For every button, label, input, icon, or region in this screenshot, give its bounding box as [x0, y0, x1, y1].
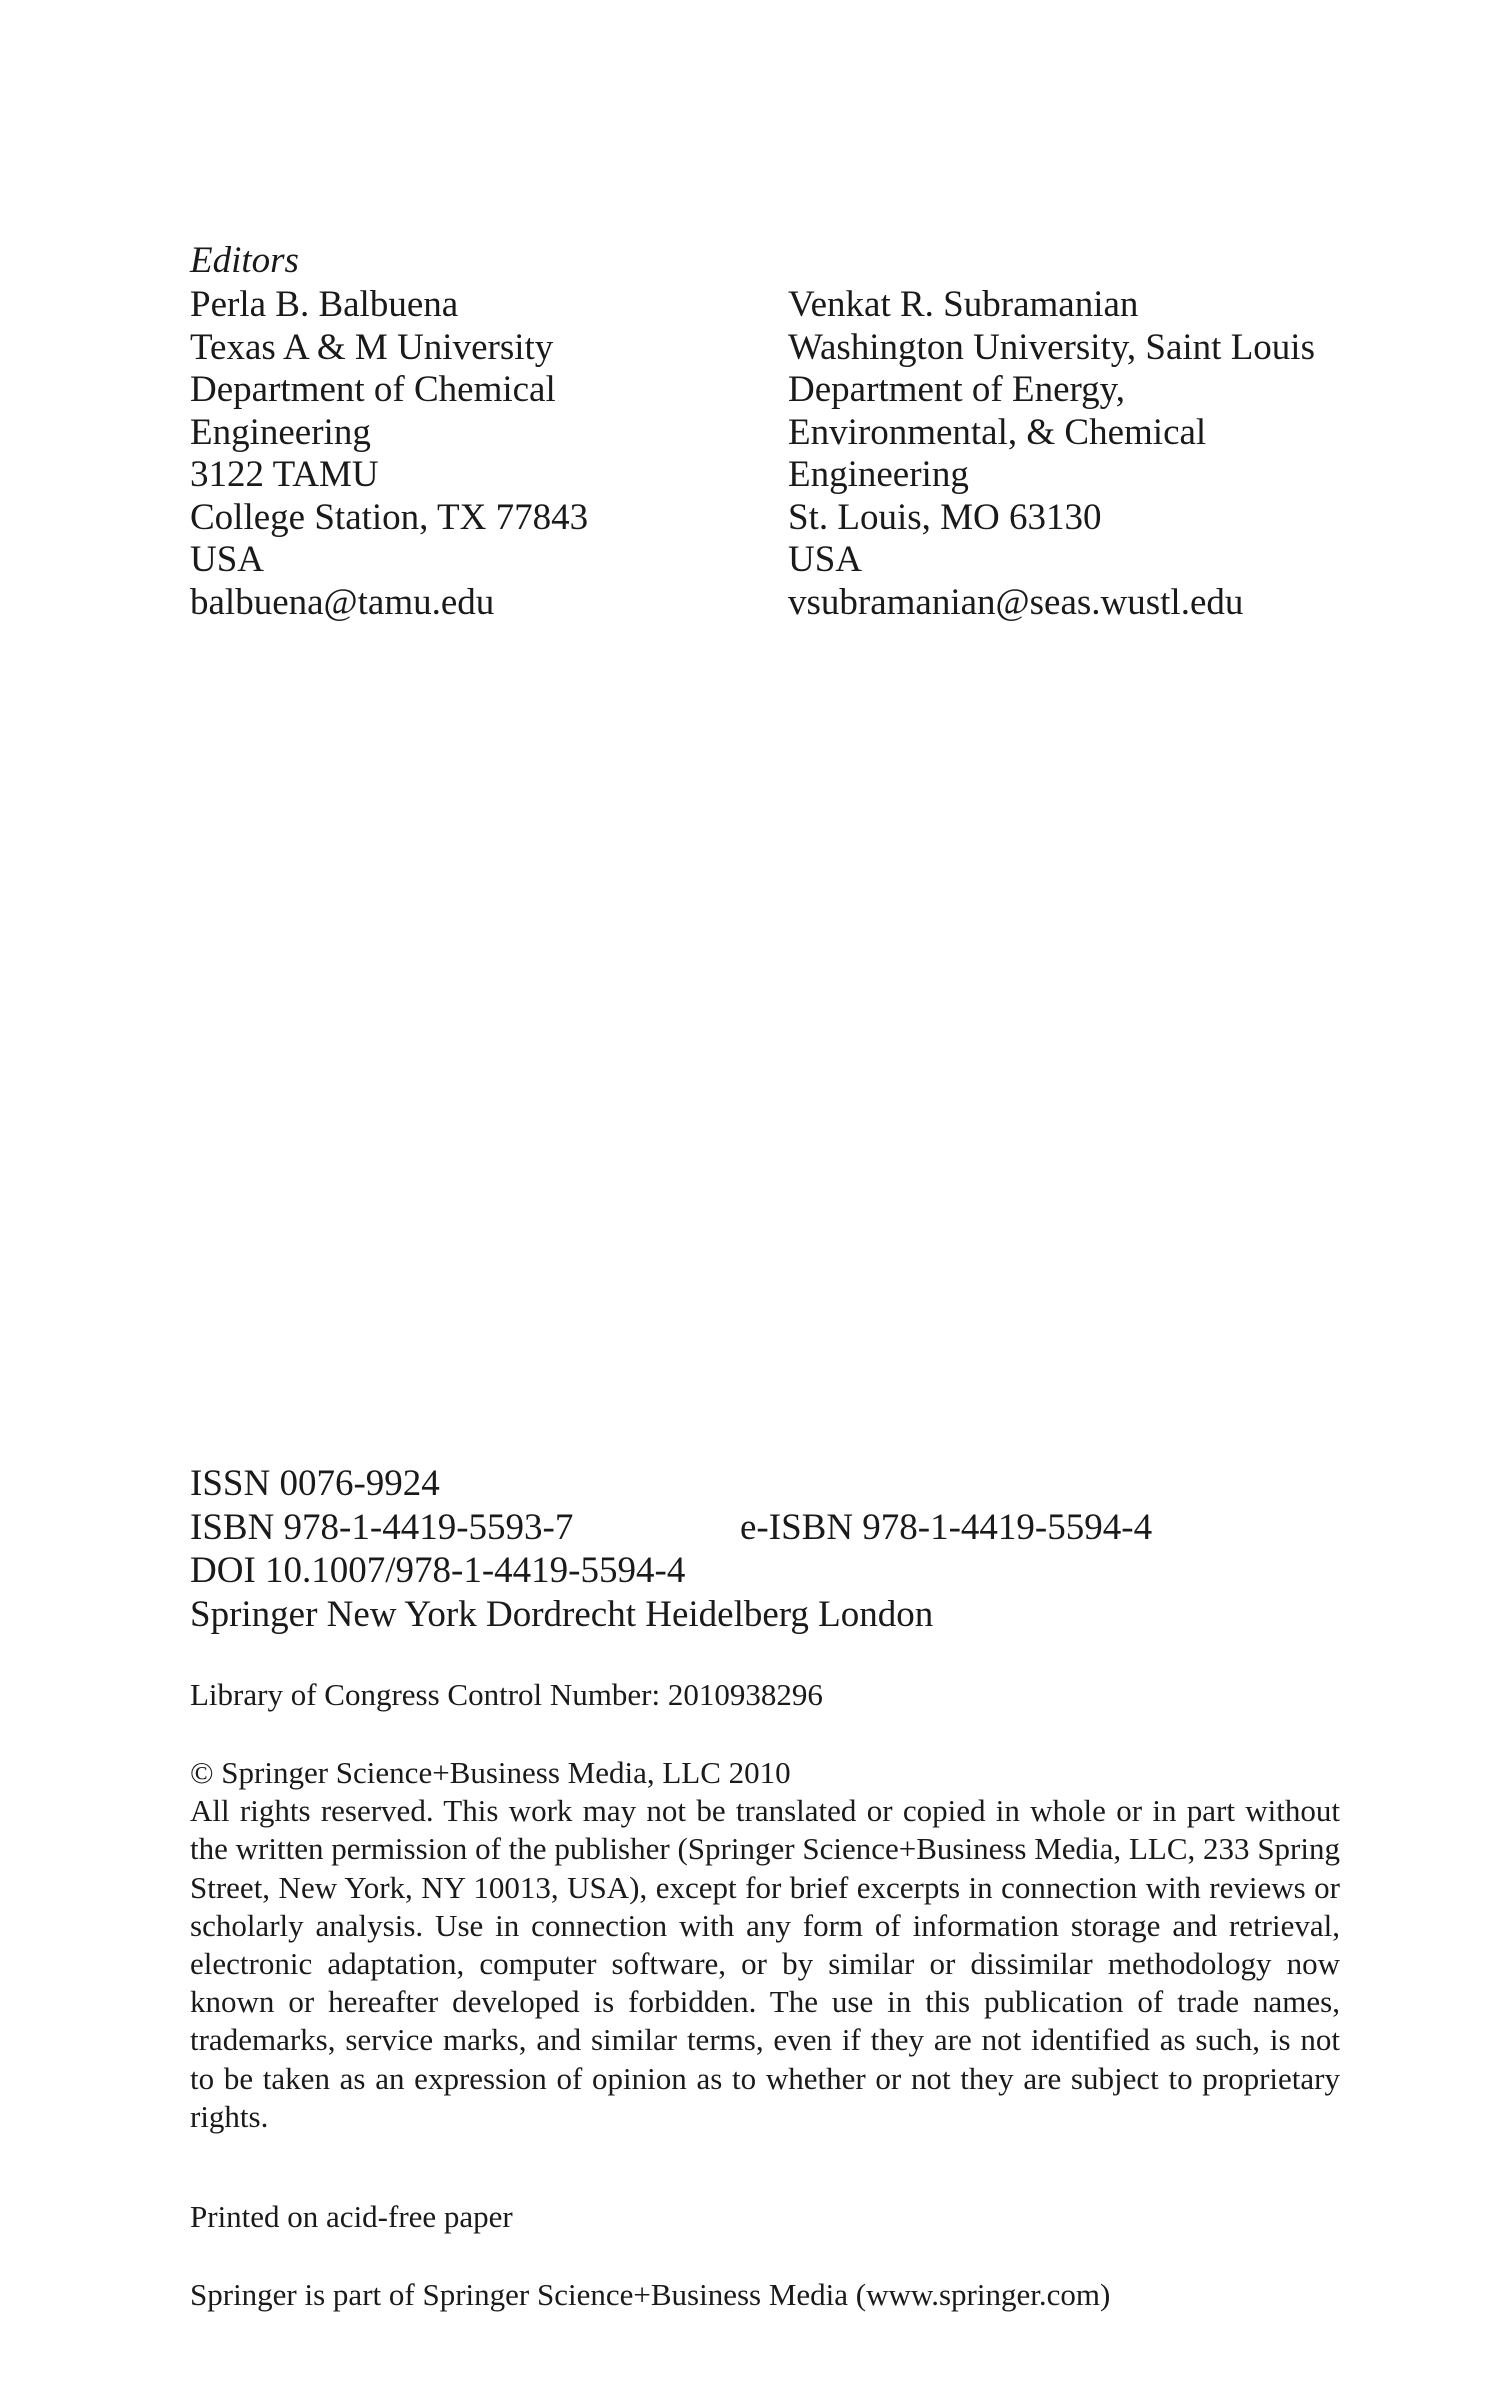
editor-department-cont: Engineering [190, 411, 371, 453]
copyright-body: All rights reserved. This work may not be translated or copied in whole or in part without the written permission of the publisher (Springer Science+Business Media, LLC, 233 Spring Street, New York, NY 10013, USA), except for brief excerpts in connection with reviews or scholarly analysis. Use in connection with any form of information storage and retrieval, electronic adaptation, computer software, or by similar or dissimilar methodology now known or hereafter developed is forbidden. The use in this publication of trade names, trademarks, service marks, and similar terms, even if they are not identified as such, is not to be taken as an expression of opinion as to whether or not they are subject to proprietary rights. [190, 1793, 1340, 2134]
editor-name: Venkat R. Subramanian [788, 284, 1139, 325]
editors-heading: Editors [190, 240, 299, 281]
editor-email[interactable]: vsubramanian@seas.wustl.edu [788, 581, 1244, 623]
eisbn: e-ISBN 978-1-4419-5594-4 [740, 1506, 1153, 1548]
copyright-block [190, 1754, 1340, 2136]
issn: ISSN 0076-9924 [190, 1463, 440, 1504]
acid-free-note: Printed on acid-free paper [190, 2199, 513, 2234]
editor-right-address [788, 284, 1315, 624]
copyright-notice: © Springer Science+Business Media, LLC 2010 [190, 1755, 791, 1790]
editor-street: 3122 TAMU [190, 454, 379, 495]
editor-city: College Station, TX 77843 [190, 496, 589, 538]
publisher-cities: Springer New York Dordrecht Heidelberg London [190, 1593, 934, 1635]
editor-department: Department of Energy, [788, 369, 1125, 410]
library-of-congress-number: Library of Congress Control Number: 2010938296 [190, 1677, 823, 1712]
editor-department: Department of Chemical [190, 369, 556, 410]
editor-name: Perla B. Balbuena [190, 284, 459, 325]
editor-email[interactable]: balbuena@tamu.edu [190, 581, 495, 623]
editor-country: USA [788, 539, 863, 580]
editor-department-cont: Environmental, & Chemical [788, 411, 1207, 453]
editor-left-address [190, 284, 588, 624]
publication-info [190, 1462, 1340, 1636]
editor-country: USA [190, 539, 265, 580]
isbn: ISBN 978-1-4419-5593-7 [190, 1506, 574, 1548]
editor-department-cont: Engineering [788, 454, 969, 495]
editor-institution: Texas A & M University [190, 326, 554, 368]
doi: DOI 10.1007/978-1-4419-5594-4 [190, 1550, 686, 1591]
springer-statement: Springer is part of Springer Science+Business Media (www.springer.com) [190, 2277, 1111, 2312]
editor-institution: Washington University, Saint Louis [788, 326, 1315, 368]
editor-city: St. Louis, MO 63130 [788, 496, 1102, 538]
isbn-row [190, 1506, 1340, 1550]
